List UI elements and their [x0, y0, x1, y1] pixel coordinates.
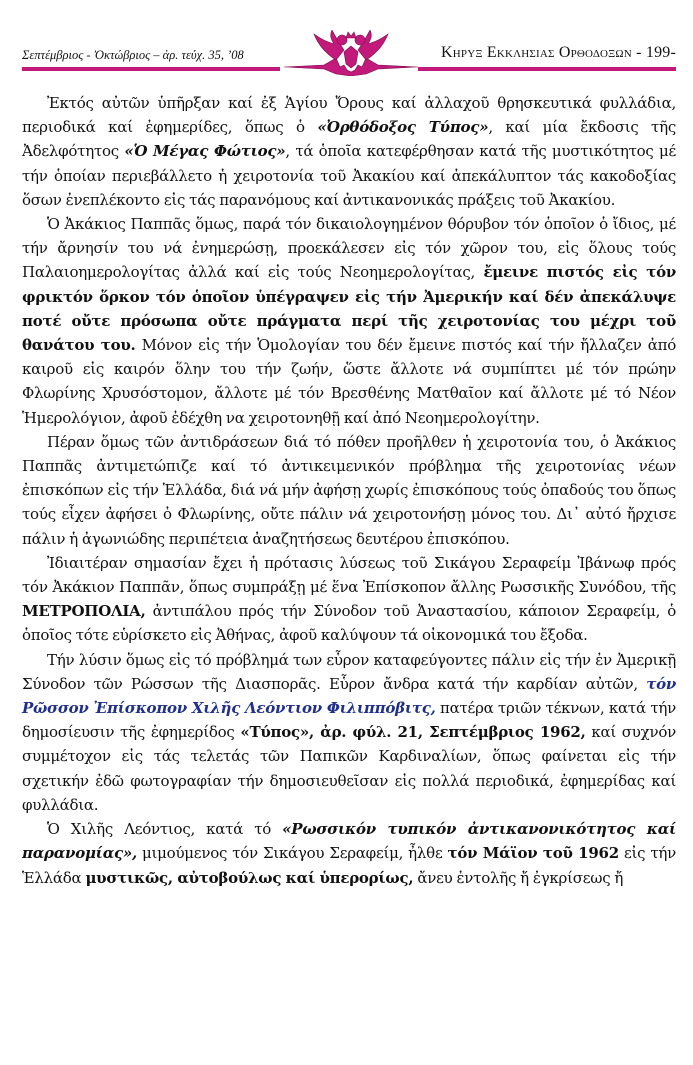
text-run: , τά ὁποῖα κατεφέρθησαν κατά τῆς μυστικότητος μέ τήν ὁποίαν περιεβάλλετο ἡ χειροτονία τοῦ Ἀκακίου καί ἀπεκάλυπτον τάς κακοδοξίας ὅσων ἐνεπλέκοντο εἰς τάς παρανόμους καί ἀντικανονικάς πράξεις τοῦ Ἀκακίου.	[22, 142, 676, 209]
text-run: ἀντιπάλου πρός τήν Σύνοδον τοῦ Ἀναστασίου, κάποιον Σεραφείμ, ὁ ὁποῖος τότε εὑρίσκετο εἰς Ἀθήνας, ἀφοῦ καλύψουν τά οἰκονομικά του ἔξοδα.	[22, 602, 676, 645]
text-run: εἰς τήν Ἑλλάδα	[22, 844, 676, 887]
text-run: Ἰδιαιτέραν σημασίαν ἔχει ἡ πρότασις λύσεως τοῦ Σικάγου Σεραφείμ Ἰβάνωφ πρός τόν Ἀκάκιον Παππᾶν, ὅπως συμπράξῃ μέ ἕνα Ἐπίσκοπον ἄλλης Ρωσσικῆς Συνόδου, τῆς	[22, 553, 676, 597]
issue-date-label: Σεπτέμβριος - Ὀκτώβριος – ἀρ. τεύχ. 35, ’08	[22, 48, 244, 62]
text-run: Πέραν ὅμως τῶν ἀντιδράσεων διά τό πόθεν προῆλθεν ἡ χειροτονία του, ὁ Ἀκάκιος Παππᾶς ἀντιμετώπιζε καί τό ἀντικειμενικόν πρόβλημα τῆς χειροτονίας νέων ἐπισκόπων εἰς τήν Ἑλλάδα, διά νά μήν ἀφήσῃ χωρίς ἐπισκόπους τούς ὀπαδούς του ὅπως τούς εἶχεν ἀφήσει ὁ Φλωρίνης, οὔτε πάλιν νά χειροτονήσῃ μόνος του. Δι᾽ αὐτό ἤρχισε πάλιν ἡ ἀγωνιώδης περιπέτεια ἀναζητήσεως δευτέρου ἐπισκόπου.	[22, 432, 676, 548]
text-run: , καί μία ἔκδοσις τῆς Ἀδελφότητος	[22, 118, 676, 161]
text-run: Ὁ Χιλῆς Λεόντιος, κατά τό	[47, 820, 283, 839]
emphasis-text: «Ρωσσικόν τυπικόν ἀντικανονικότητος καί παρανομίας»,	[22, 820, 676, 863]
text-run: Ἐκτός αὐτῶν ὑπῆρξαν καί ἐξ Ἁγίου Ὄρους καί ἀλλαχοῦ θρησκευτικά φυλλάδια, περιοδικά καί ἐφημερίδες, ὅπως ὁ	[22, 94, 676, 137]
text-run: μιμούμενος τόν Σικάγου Σεραφείμ, ἦλθε	[136, 844, 448, 863]
header-rule-right	[418, 67, 676, 71]
text-run: Ὁ Ἀκάκιος Παππᾶς ὅμως, παρά τόν δικαιολογημένον θόρυβον τόν ὁποῖον ὁ ἴδιος, μέ τήν ἄρνησίν του νά ἐνημερώσῃ, προεκάλεσεν εἰς τόν χῶρον του, εἰς ὅλους τούς Παλαιοημερολογίτας ἀλλά καί εἰς τούς Νεοημερολογίτας,	[22, 215, 676, 282]
emphasis-text: τόν Ρῶσσον Ἐπίσκοπον Χιλῆς Λεόντιον Φιλιππόβιτς,	[22, 674, 676, 718]
article-body	[22, 91, 676, 890]
text-run: καί συχνόν συμμέτοχον εἰς τάς τελετάς τῶν Παπικῶν Καρδιναλίων, ὅπως φαίνεται εἰς τήν σχετικήν ἐδῶ φωτογραφίαν τήν δημοσιευθεῖσαν εἰς πολλά περιοδικά, ἐφημερίδας καί φυλλάδια.	[22, 723, 676, 814]
emphasis-text: «Ὀρθόδοξος Τύπος»	[317, 118, 489, 137]
text-run: Μόνον εἰς τήν Ὁμολογίαν του δέν ἔμεινε πιστός καί τήν ἤλλαζεν ἀπό καιροῦ εἰς καιρόν ὅλην του τήν ζωήν, ὥστε ἄλλοτε νά συμπίπτει μέ τόν πρώην Φλωρίνης Χρυσόστομον, ἄλλοτε μέ τόν Βρεσθένης Ματθαῖον καί ἄλλοτε μέ τό Νέον Ἡμερολόγιον, ἀφοῦ ἐδέχθη να χειροτονηθῇ καί ἀπό Νεοημερολογίτην.	[22, 336, 676, 427]
paragraph	[22, 648, 676, 817]
paragraph	[22, 551, 676, 648]
text-run: ἄνευ ἐντολῆς ἤ ἐγκρίσεως ἤ	[413, 868, 624, 887]
header-rule-left	[22, 67, 280, 71]
emphasis-text: «Ὁ Μέγας Φώτιος»	[124, 142, 286, 161]
emphasis-text: ΜΕΤΡΟΠΟΛΙΑ,	[22, 602, 146, 621]
emphasis-text: τόν Μάϊον τοῦ 1962	[447, 844, 619, 863]
journal-title-page-number: Κηρυξ Εκκλησιας Ορθοδοξων - 199-	[441, 44, 676, 61]
paragraph	[22, 430, 676, 551]
paragraph	[22, 817, 676, 890]
paragraph	[22, 212, 676, 430]
paragraph	[22, 91, 676, 212]
text-run: Τήν λύσιν ὅμως εἰς τό πρόβλημά των εὗρον καταφεύγοντες πάλιν εἰς τήν ἐν Ἀμερικῇ Σύνοδον τῶν Ρώσσων τῆς Διασπορᾶς. Εὗρον ἄνδρα κατά τήν καρδίαν αὐτῶν,	[22, 650, 676, 693]
running-header	[22, 36, 676, 72]
text-run: πατέρα τριῶν τέκνων, κατά τήν δημοσίευσιν τῆς ἐφημερίδος	[22, 699, 676, 742]
double-headed-eagle-emblem	[284, 30, 418, 76]
emphasis-text: «Τύπος», ἀρ. φύλ. 21, Σεπτέμβριος 1962,	[240, 723, 586, 742]
emphasis-text: μυστικῶς, αὐτοβούλως καί ὑπερορίως,	[85, 868, 414, 887]
emphasis-text: ἔμεινε πιστός εἰς τόν φρικτόν ὅρκον τόν ὁποῖον ὑπέγραψεν εἰς τήν Ἀμερικήν καί δέν ἀπεκάλυψε ποτέ οὔτε πρόσωπα οὔτε πράγματα περί τῆς χειροτονίας του μέχρι τοῦ θανάτου του.	[22, 263, 676, 355]
